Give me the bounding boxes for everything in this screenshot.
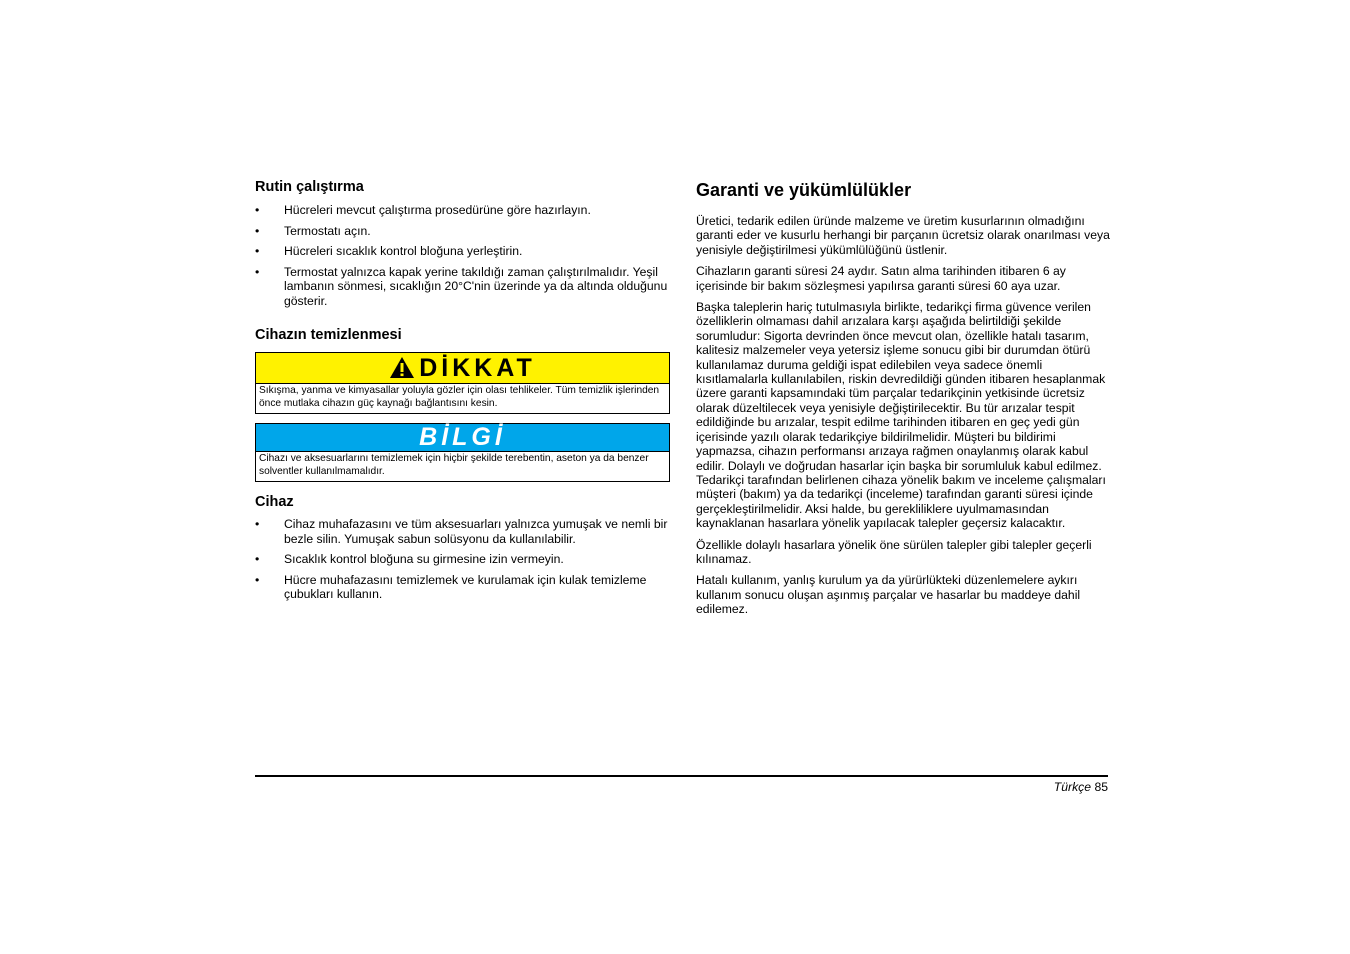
caution-text: Sıkışma, yanma ve kimyasallar yoluyla gözler için olası tehlikeler. Tüm temizlik işlerinden önce mutlaka cihazın güç kaynağı bağlantısını kesin. xyxy=(259,385,660,409)
device-heading: Cihaz xyxy=(255,494,294,511)
notice-text: Cihazı ve aksesuarlarını temizlemek için hiçbir şekilde terebentin, aseton ya da benzer solventler kullanılmamalıdır. xyxy=(259,453,649,477)
warranty-paragraph: Başka taleplerin hariç tutulmasıyla birlikte, tedarikçi firma güvence verilen özelliklerin olmaması dahil arızalara karşı aşağıda belirtildiği şekilde sorumludur: Sigorta devrinden önce mevcut olan, özellikle hatalı tasarım, kalitesiz malzemeler veya yetersiz işleme sonucu gibi bir durumdan ötürü kullanılamaz duruma geldiği ispat edilebilen veya sadece önemli kısıtlamalarla kullanılabilen, riskin devredildiği günden itibaren hesaplanmak üzere garanti kapsamındaki tüm parçalar tedarikçinin yetkisinde ücretsiz olarak düzeltilecek veya yenisiyle değiştirilecektir. Bu tür arızalar tespit edildiğinde bu arızalar, tespit edilme tarihinden itibaren en geç yedi gün içerisinde yazılı olarak tedarikçiye bildirilmelidir. Müşteri bu bildirimi yapmazsa, cihazın performansı arızaya rağmen onaylanmış olarak kabul edilir. Dolaylı ve doğrudan hasarlar için başka bir sorumluluk kabul edilmez. Tedarikçi tarafından belirlenen cihaza yönelik bakım ve inceleme çalışmaları müşteri (bakım) ya da tedarikçi (inceleme) tarafından garanti süresi içinde gerçekleştirilmelidir. Aksi halde, bu gerekliliklere uyulmamasından kaynaklanan hasarlara yönelik yapılacak talepler geçersiz kalacaktır. xyxy=(696,300,1106,531)
notice-box xyxy=(255,423,670,482)
list-item: • Sıcaklık kontrol bloğuna su girmesine izin vermeyin. xyxy=(255,552,670,567)
list-item: • Hücre muhafazasını temizlemek ve kurulamak için kulak temizleme çubukları kullanın. xyxy=(255,573,670,602)
caution-header xyxy=(256,353,669,384)
notice-header xyxy=(256,424,669,452)
routine-operation-heading: Rutin çalıştırma xyxy=(255,179,364,195)
page-footer xyxy=(1054,780,1108,794)
routine-operation-list xyxy=(255,203,670,308)
list-item: • Termostatı açın. xyxy=(255,224,670,239)
footer-divider xyxy=(255,775,1108,777)
cleaning-heading: Cihazın temizlenmesi xyxy=(255,327,402,343)
list-item: • Cihaz muhafazasını ve tüm aksesuarları yalnızca yumuşak ve nemli bir bezle silin. Yumuşak sabun solüsyonu da kullanılabilir. xyxy=(255,517,670,546)
warning-triangle-icon xyxy=(389,356,415,379)
device-cleaning-list xyxy=(255,517,670,602)
right-column xyxy=(696,178,1110,624)
list-item: • Hücreleri sıcaklık kontrol bloğuna yerleştirin. xyxy=(255,244,670,259)
list-item: • Termostat yalnızca kapak yerine takıldığı zaman çalıştırılmalıdır. Yeşil lambanın sönmesi, sıcaklığın 20°C'nin üzerinde ya da altında olduğunu gösterir. xyxy=(255,265,670,309)
caution-label: DİKKAT xyxy=(419,353,536,382)
warranty-paragraph: Cihazların garanti süresi 24 aydır. Satın alma tarihinden itibaren 6 ay içerisinde bir bakım sözleşmesi yapılırsa garanti süresi 60 aya uzar. xyxy=(696,264,1066,293)
left-column xyxy=(255,178,670,608)
page-number: 85 xyxy=(1094,780,1108,794)
warranty-paragraph: Özellikle dolaylı hasarlara yönelik öne sürülen talepler gibi talepler geçerli kılınamaz. xyxy=(696,537,1092,566)
notice-label: BİLGİ xyxy=(419,423,506,452)
warranty-heading: Garanti ve yükümlülükler xyxy=(696,180,912,200)
warranty-paragraph: Hatalı kullanım, yanlış kurulum ya da yürürlükteki düzenlemelere aykırı kullanım sonucu oluşan aşınmış parçalar ve hasarlar bu maddeye dahil edilemez. xyxy=(696,573,1081,617)
list-item: • Hücreleri mevcut çalıştırma prosedürüne göre hazırlayın. xyxy=(255,203,670,218)
warranty-paragraph: Üretici, tedarik edilen üründe malzeme ve üretim kusurlarının olmadığını garanti eder ve kusurlu herhangi bir parçanın ücretsiz olarak onarılması veya yenisiyle değiştirilmesi yükümlülüğünü üstlenir. xyxy=(696,214,1110,257)
footer-language: Türkçe xyxy=(1053,780,1092,794)
caution-box xyxy=(255,352,670,414)
